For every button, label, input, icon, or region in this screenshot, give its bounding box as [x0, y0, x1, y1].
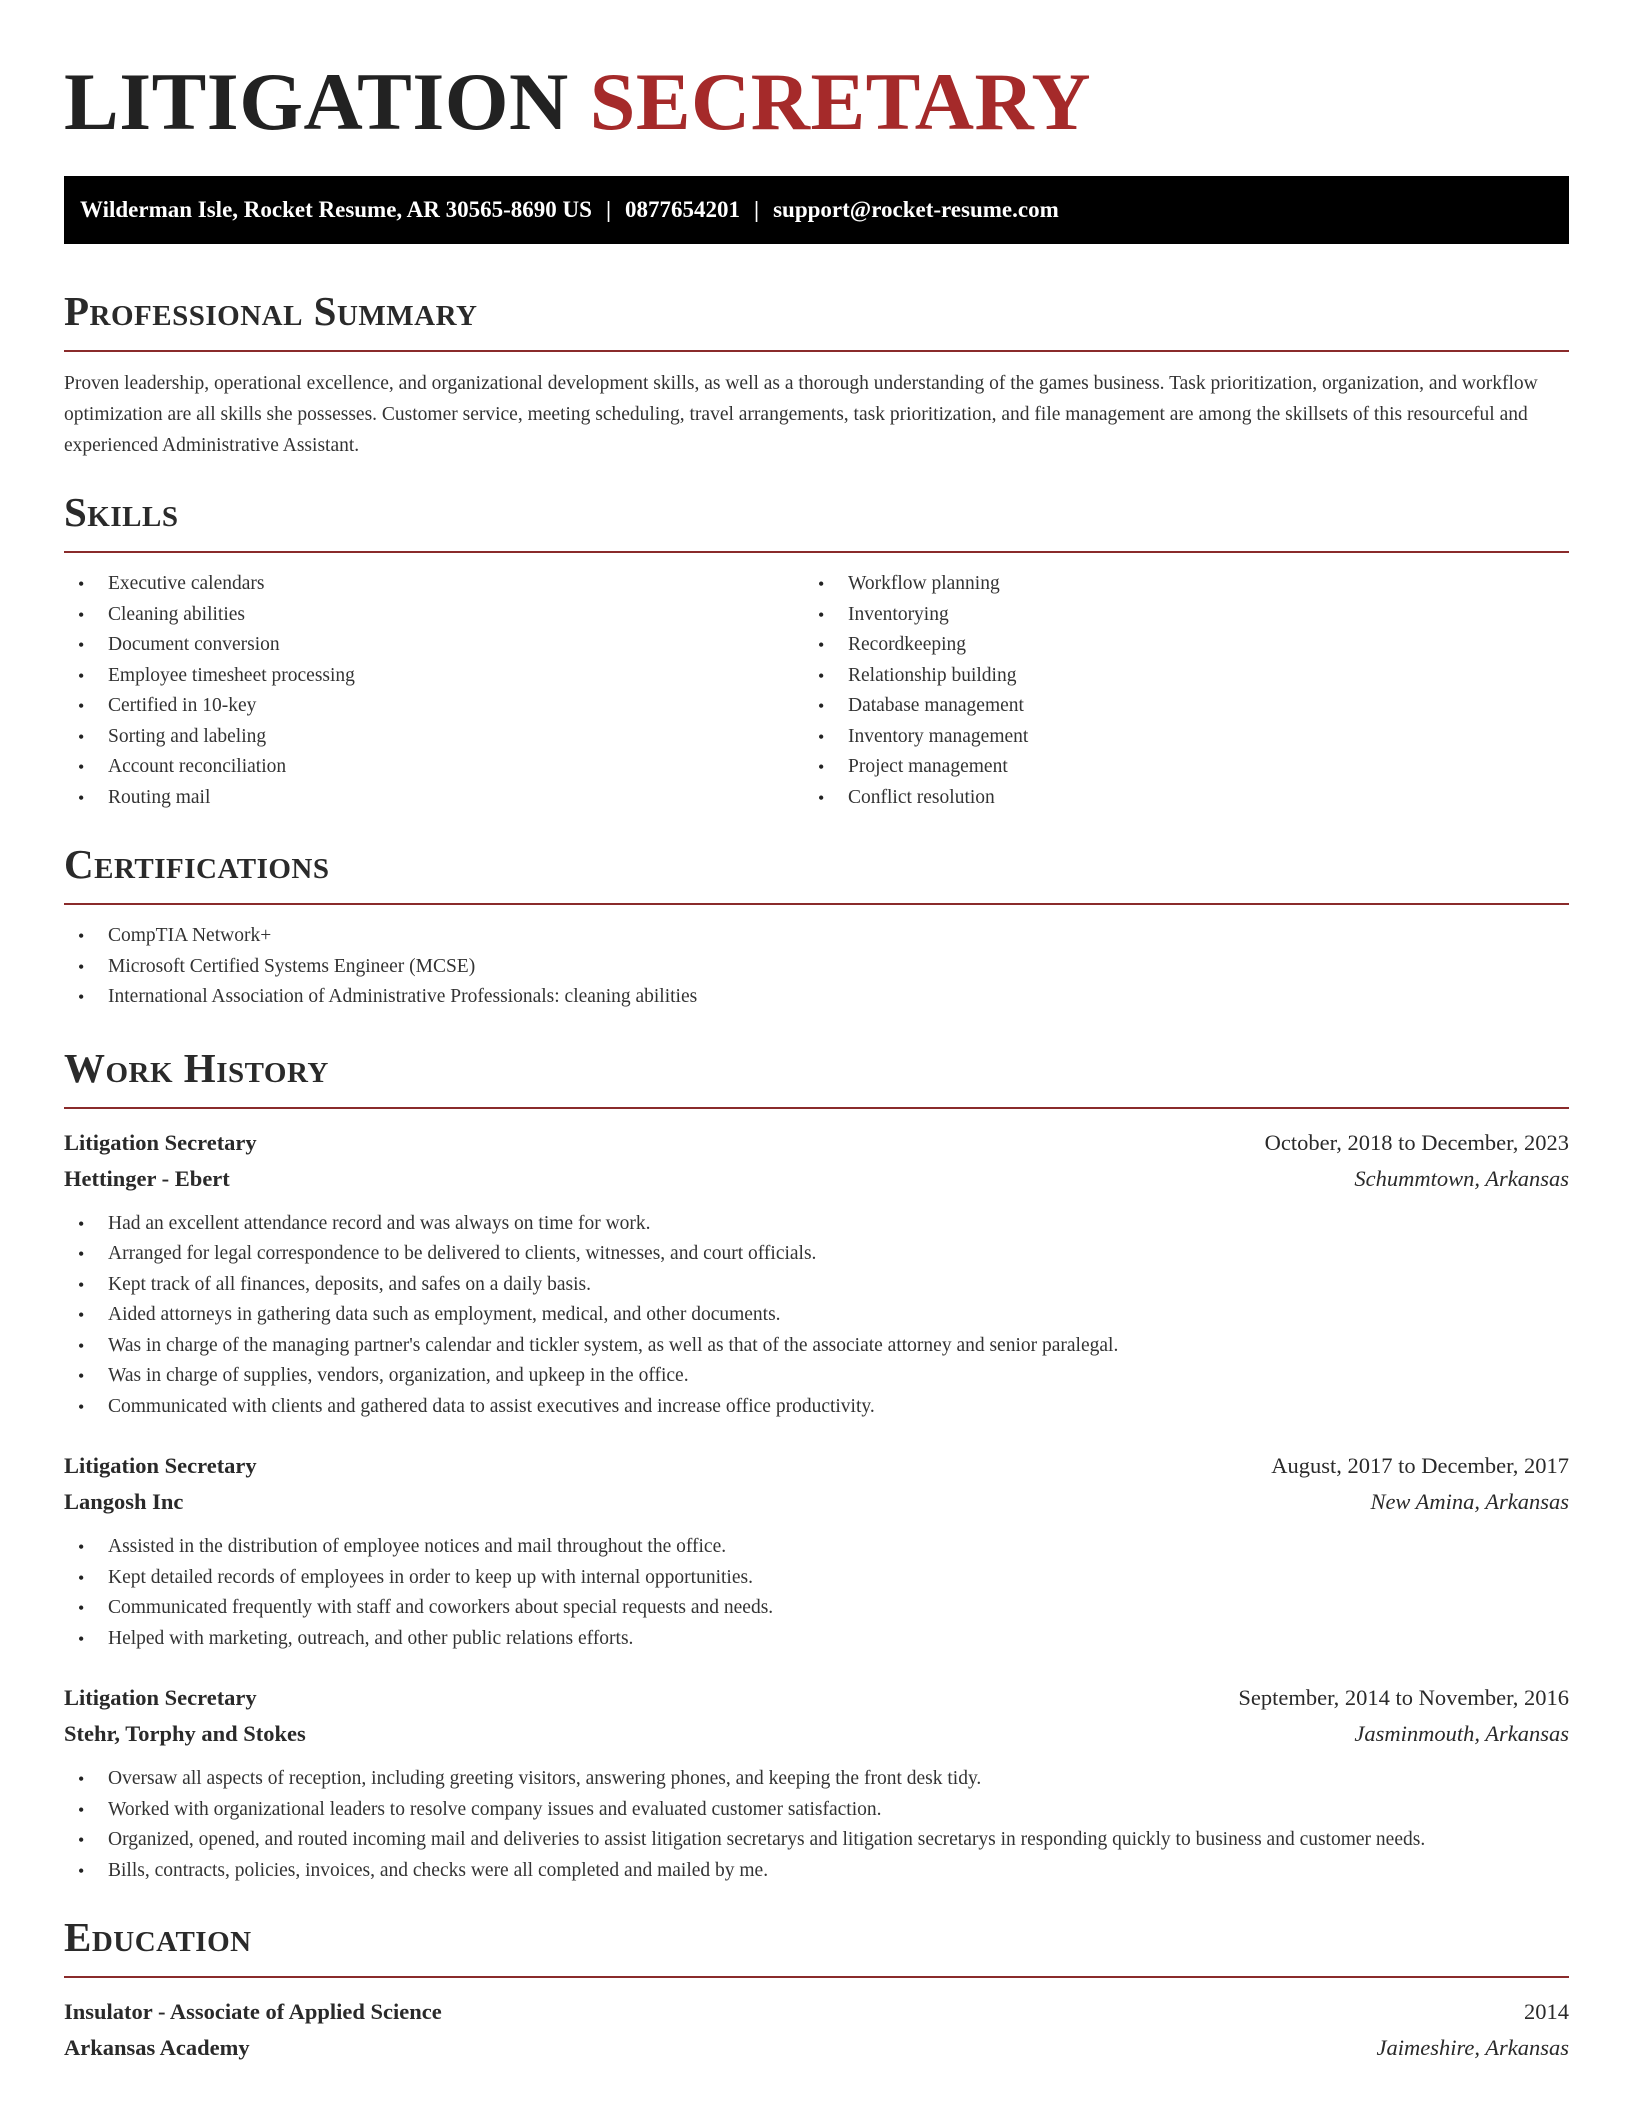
skill-item: • Inventory management: [804, 722, 1544, 753]
job-location: Jasminmouth, Arkansas: [1354, 1721, 1569, 1746]
education-location: Jaimeshire, Arkansas: [1376, 2035, 1569, 2060]
job-header-row: [64, 1125, 1569, 1161]
skill-item: • Workflow planning: [804, 569, 1544, 600]
resume-name: [64, 0, 1569, 148]
skill-item: • Document conversion: [64, 630, 804, 661]
skill-item: • Project management: [804, 752, 1544, 783]
job-dates: September, 2014 to November, 2016: [1238, 1685, 1569, 1710]
job-company-row: [64, 1161, 1569, 1197]
section-title-certifications: Certifications: [64, 841, 330, 887]
skill-item: • Certified in 10-key: [64, 691, 804, 722]
job-company-row: [64, 1484, 1569, 1520]
section-title-education: Education: [64, 1914, 252, 1960]
job-bullet: • Oversaw all aspects of reception, including greeting visitors, answering phones, and keeping the front desk tidy.: [64, 1764, 1569, 1795]
section-divider: [64, 551, 1569, 553]
education-degree: Insulator - Associate of Applied Science: [64, 1999, 442, 2024]
certification-item: • Microsoft Certified Systems Engineer (MCSE): [64, 952, 1569, 983]
certifications-section: [64, 839, 1569, 1013]
contact-bar: [64, 176, 1569, 244]
section-title-skills: Skills: [64, 489, 179, 535]
job-title: Litigation Secretary: [64, 1453, 257, 1478]
skills-columns: [64, 569, 1569, 813]
job-bullet: • Kept detailed records of employees in order to keep up with internal opportunities.: [64, 1563, 1569, 1594]
job-dates: October, 2018 to December, 2023: [1264, 1129, 1569, 1155]
skill-item: • Cleaning abilities: [64, 600, 804, 631]
job-company: Stehr, Torphy and Stokes: [64, 1721, 306, 1746]
skill-item: • Database management: [804, 691, 1544, 722]
job-title: Litigation Secretary: [64, 1129, 257, 1155]
summary-section: [64, 286, 1569, 461]
job-location: Schummtown, Arkansas: [1354, 1165, 1569, 1191]
education-school-row: [64, 2030, 1569, 2066]
skills-list-right: [804, 569, 1544, 813]
job-company: Hettinger - Ebert: [64, 1165, 230, 1191]
section-title-summary: Professional Summary: [64, 288, 478, 334]
job-bullet: • Communicated with clients and gathered data to assist executives and increase office productivity.: [64, 1392, 1569, 1423]
job-entry: [64, 1125, 1569, 1423]
section-divider: [64, 350, 1569, 352]
contact-separator: |: [605, 197, 612, 222]
job-title: Litigation Secretary: [64, 1685, 257, 1710]
job-bullet: • Was in charge of the managing partner's calendar and tickler system, as well as that of the associate attorney and senior paralegal.: [64, 1331, 1569, 1362]
contact-address: Wilderman Isle, Rocket Resume, AR 30565-8690 US: [80, 197, 592, 222]
work-history-section: [64, 1043, 1569, 1887]
job-header-row: [64, 1448, 1569, 1484]
skills-list-left: [64, 569, 804, 813]
job-bullet-list: [64, 1532, 1569, 1654]
summary-text: Proven leadership, operational excellence, and organizational development skills, as well as a thorough understanding of the games business. Task prioritization, organization, and workflow optimization are all skills she possesses. Customer service, meeting scheduling, travel arrangements, task prioritization, and file management are among the skillsets of this resourceful and experienced Administrative Assistant.: [64, 373, 1538, 456]
skill-item: • Recordkeeping: [804, 630, 1544, 661]
job-header-row: [64, 1680, 1569, 1716]
job-company: Langosh Inc: [64, 1489, 184, 1514]
job-bullet: • Kept track of all finances, deposits, and safes on a daily basis.: [64, 1270, 1569, 1301]
job-bullet-list: [64, 1764, 1569, 1886]
job-bullet: • Organized, opened, and routed incoming mail and deliveries to assist litigation secretarys and litigation secretarys in responding quickly to business and customer needs.: [64, 1825, 1569, 1856]
education-school: Arkansas Academy: [64, 2035, 250, 2060]
skill-item: • Routing mail: [64, 783, 804, 814]
job-bullet: • Was in charge of supplies, vendors, organization, and upkeep in the office.: [64, 1361, 1569, 1392]
name-last: SECRETARY: [589, 56, 1092, 147]
section-divider: [64, 1107, 1569, 1109]
certification-item: • CompTIA Network+: [64, 921, 1569, 952]
skill-item: • Account reconciliation: [64, 752, 804, 783]
education-header-row: [64, 1994, 1569, 2030]
job-bullet: • Aided attorneys in gathering data such as employment, medical, and other documents.: [64, 1300, 1569, 1331]
job-entry: [64, 1448, 1569, 1654]
job-bullet: • Assisted in the distribution of employee notices and mail throughout the office.: [64, 1532, 1569, 1563]
skills-section: [64, 487, 1569, 813]
education-section: [64, 1912, 1569, 2066]
job-bullet-list: [64, 1209, 1569, 1423]
contact-phone: 0877654201: [625, 197, 741, 222]
skill-item: • Employee timesheet processing: [64, 661, 804, 692]
resume-content: [64, 0, 1569, 2066]
job-bullet: • Worked with organizational leaders to resolve company issues and evaluated customer satisfaction.: [64, 1795, 1569, 1826]
job-dates: August, 2017 to December, 2017: [1271, 1453, 1569, 1478]
job-bullet: • Arranged for legal correspondence to be delivered to clients, witnesses, and court officials.: [64, 1239, 1569, 1270]
section-divider: [64, 903, 1569, 905]
certification-item: • International Association of Administrative Professionals: cleaning abilities: [64, 982, 1569, 1013]
skill-item: • Sorting and labeling: [64, 722, 804, 753]
job-location: New Amina, Arkansas: [1370, 1489, 1569, 1514]
name-first: LITIGATION: [64, 56, 569, 147]
section-divider: [64, 1976, 1569, 1978]
education-entry: [64, 1994, 1569, 2066]
job-company-row: [64, 1716, 1569, 1752]
job-bullet: • Bills, contracts, policies, invoices, and checks were all completed and mailed by me.: [64, 1856, 1569, 1887]
contact-email: support@rocket-resume.com: [773, 197, 1059, 222]
contact-separator: |: [754, 197, 760, 222]
skill-item: • Executive calendars: [64, 569, 804, 600]
skill-item: • Inventorying: [804, 600, 1544, 631]
education-year: 2014: [1524, 1999, 1569, 2024]
certifications-list: [64, 921, 1569, 1013]
job-entry: [64, 1680, 1569, 1886]
skill-item: • Relationship building: [804, 661, 1544, 692]
skill-item: • Conflict resolution: [804, 783, 1544, 814]
section-title-work-history: Work History: [64, 1044, 329, 1091]
job-bullet: • Helped with marketing, outreach, and other public relations efforts.: [64, 1624, 1569, 1655]
job-bullet: • Communicated frequently with staff and coworkers about special requests and needs.: [64, 1593, 1569, 1624]
job-bullet: • Had an excellent attendance record and was always on time for work.: [64, 1209, 1569, 1240]
